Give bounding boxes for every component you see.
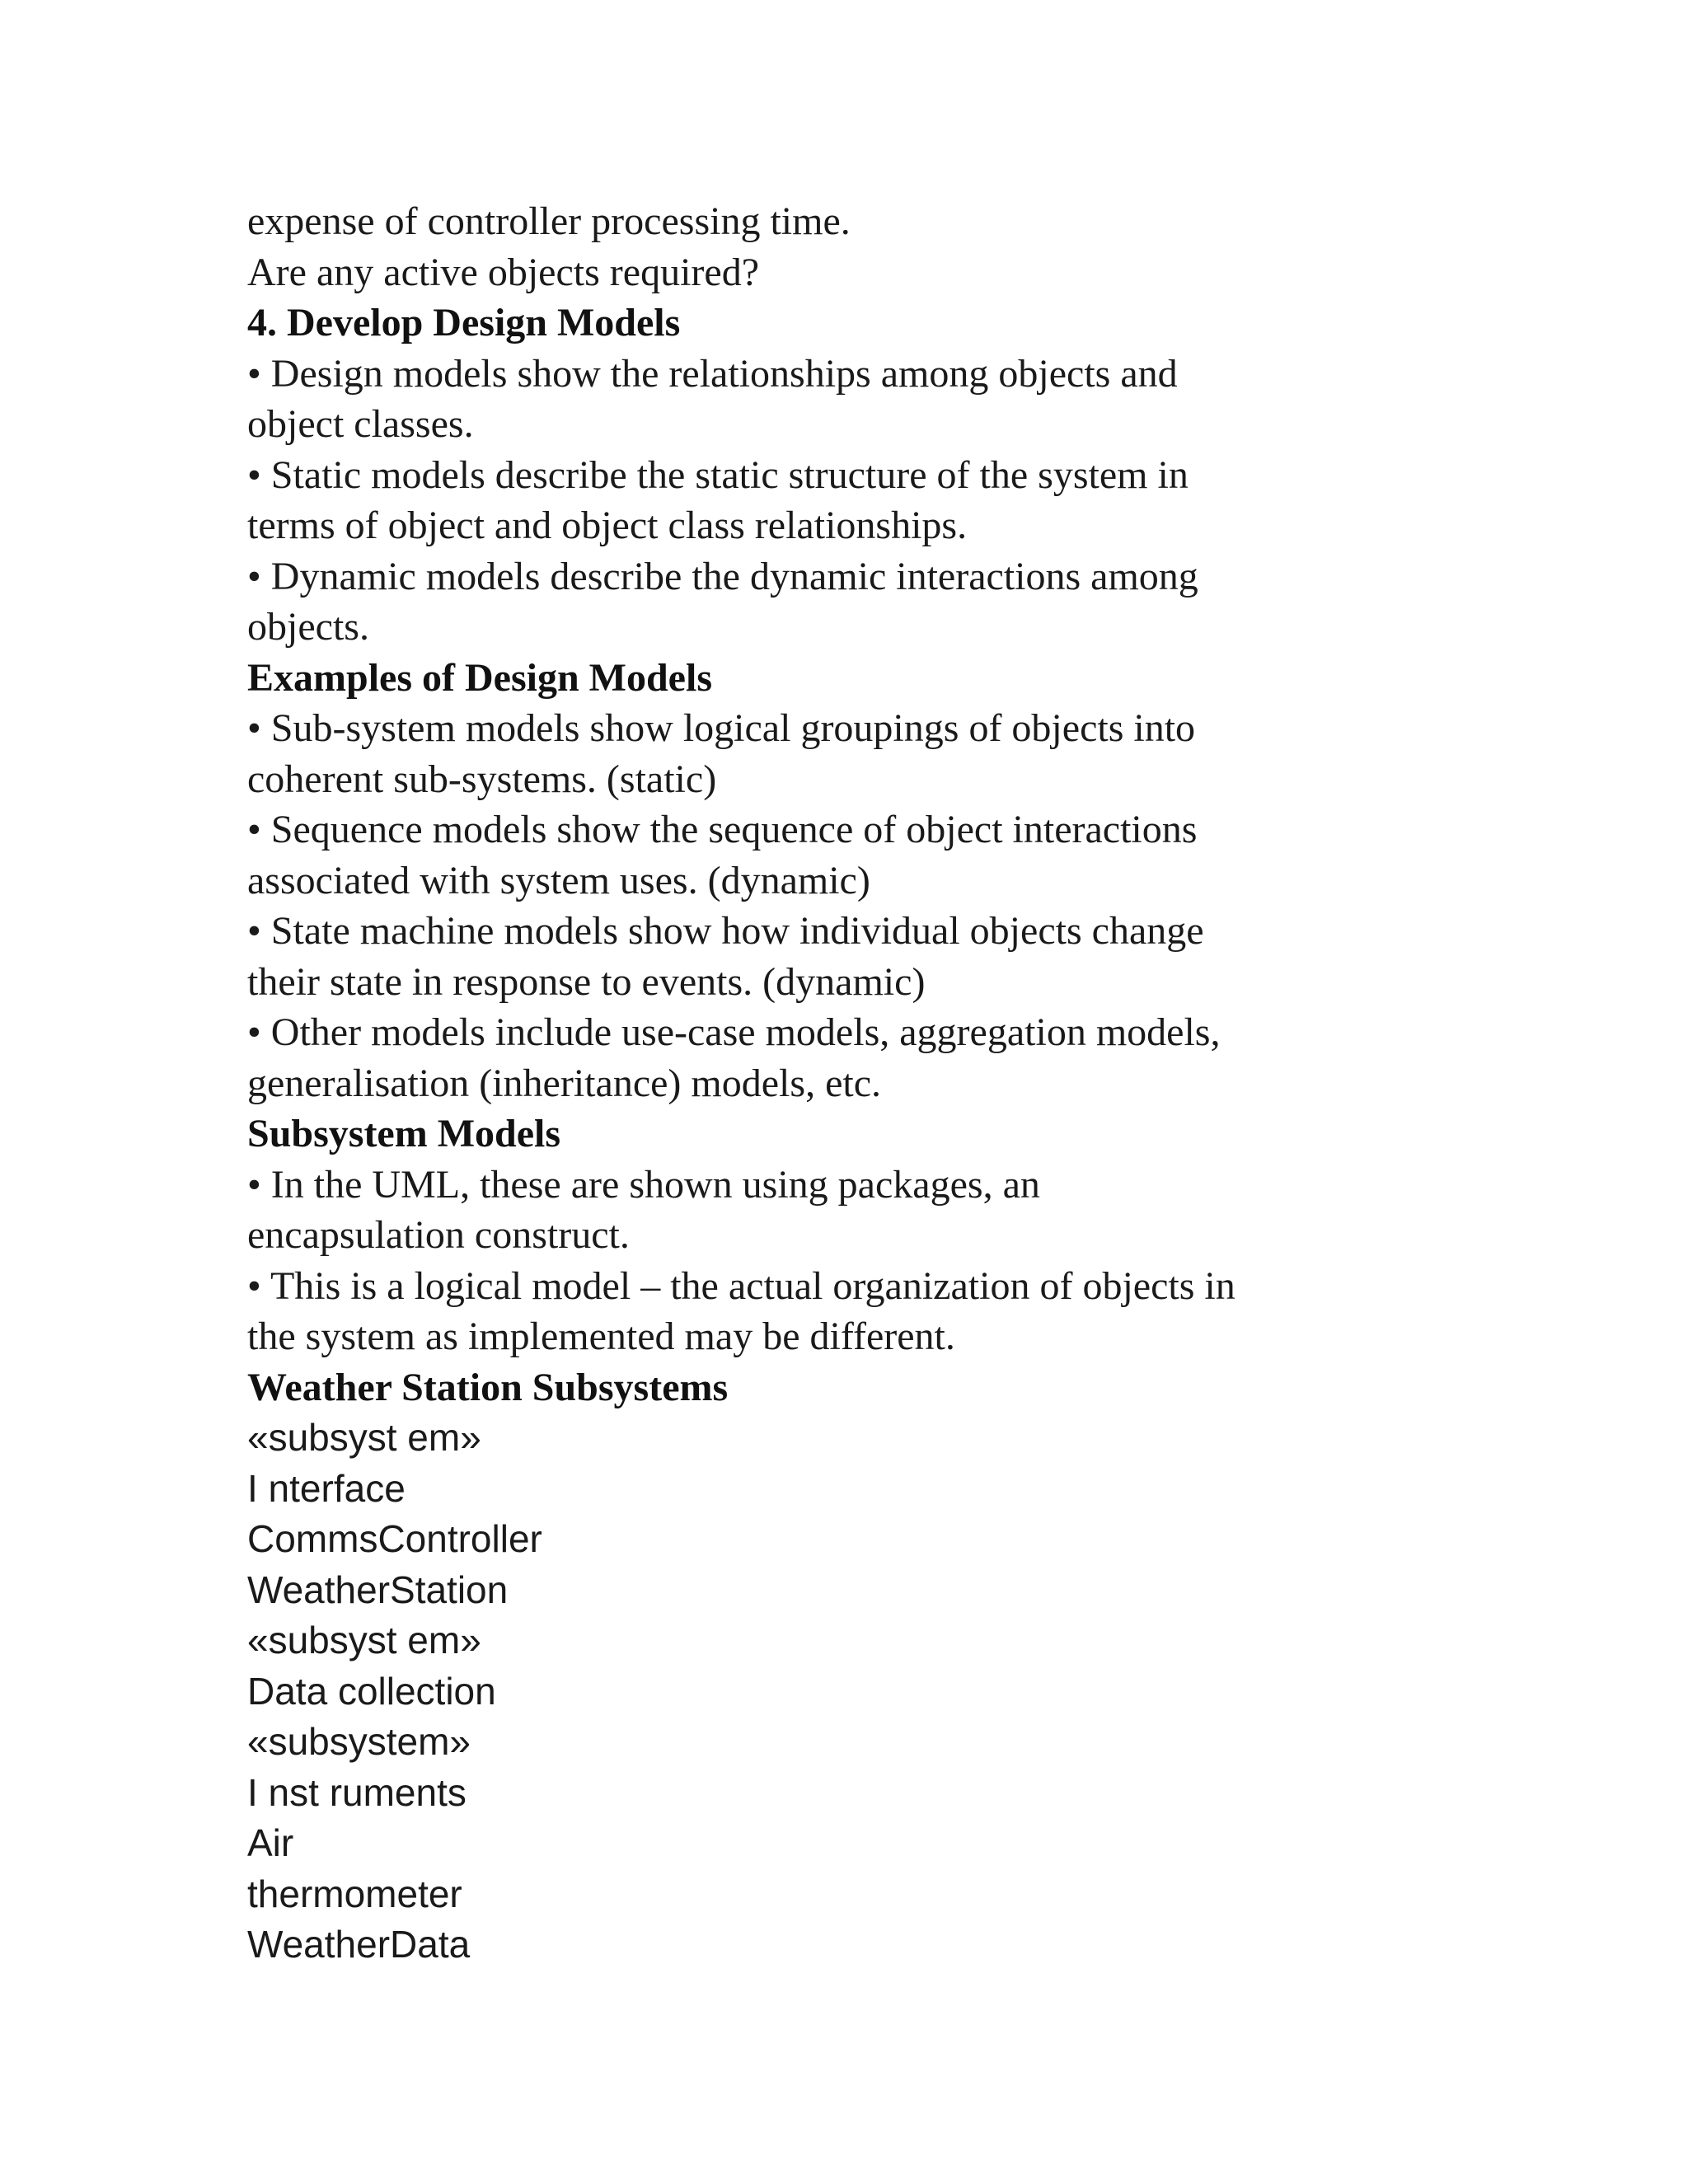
body-line: generalisation (inheritance) models, etc. — [247, 1061, 882, 1105]
diagram-label: Data collection — [247, 1669, 496, 1713]
diagram-label: I nterface — [247, 1466, 406, 1510]
body-line: • This is a logical model – the actual organization of objects in — [247, 1263, 1236, 1308]
diagram-label: WeatherData — [247, 1923, 471, 1966]
body-line: coherent sub-systems. (static) — [247, 757, 717, 801]
diagram-label: I nst ruments — [247, 1770, 467, 1814]
diagram-label: WeatherStation — [247, 1568, 509, 1611]
body-line: associated with system uses. (dynamic) — [247, 858, 870, 902]
body-line: the system as implemented may be different. — [247, 1315, 955, 1358]
body-line: • State machine models show how individual objects change — [247, 909, 1204, 953]
intro-line: expense of controller processing time. — [247, 199, 851, 243]
body-line: objects. — [247, 605, 369, 649]
diagram-label: Air — [247, 1821, 294, 1864]
body-line: • Design models show the relationships among objects and — [247, 351, 1178, 396]
body-line: • Other models include use-case models, aggregation models, — [247, 1010, 1221, 1054]
body-line: encapsulation construct. — [247, 1213, 630, 1257]
section-heading-examples: Examples of Design Models — [247, 655, 712, 700]
diagram-label: «subsystem» — [247, 1720, 471, 1763]
body-line: • Sequence models show the sequence of object interactions — [247, 808, 1198, 851]
body-line: • Sub-system models show logical groupings of objects into — [247, 706, 1196, 750]
diagram-label: «subsyst em» — [247, 1416, 481, 1459]
diagram-label: thermometer — [247, 1872, 462, 1915]
body-line: • Static models describe the static structure of the system in — [247, 452, 1189, 497]
section-heading-weather: Weather Station Subsystems — [247, 1365, 729, 1409]
body-line: • Dynamic models describe the dynamic interactions among — [247, 554, 1198, 598]
diagram-label: «subsyst em» — [247, 1619, 481, 1661]
body-line: object classes. — [247, 402, 474, 446]
body-line: • In the UML, these are shown using packages, an — [247, 1162, 1040, 1207]
diagram-label: CommsController — [247, 1517, 542, 1560]
document-body — [247, 196, 1418, 1971]
section-heading-develop: 4. Develop Design Models — [247, 301, 681, 344]
body-line: terms of object and object class relationships. — [247, 504, 968, 547]
section-heading-subsystem: Subsystem Models — [247, 1112, 561, 1155]
body-line: their state in response to events. (dynamic) — [247, 959, 926, 1004]
intro-line: Are any active objects required? — [247, 250, 760, 294]
